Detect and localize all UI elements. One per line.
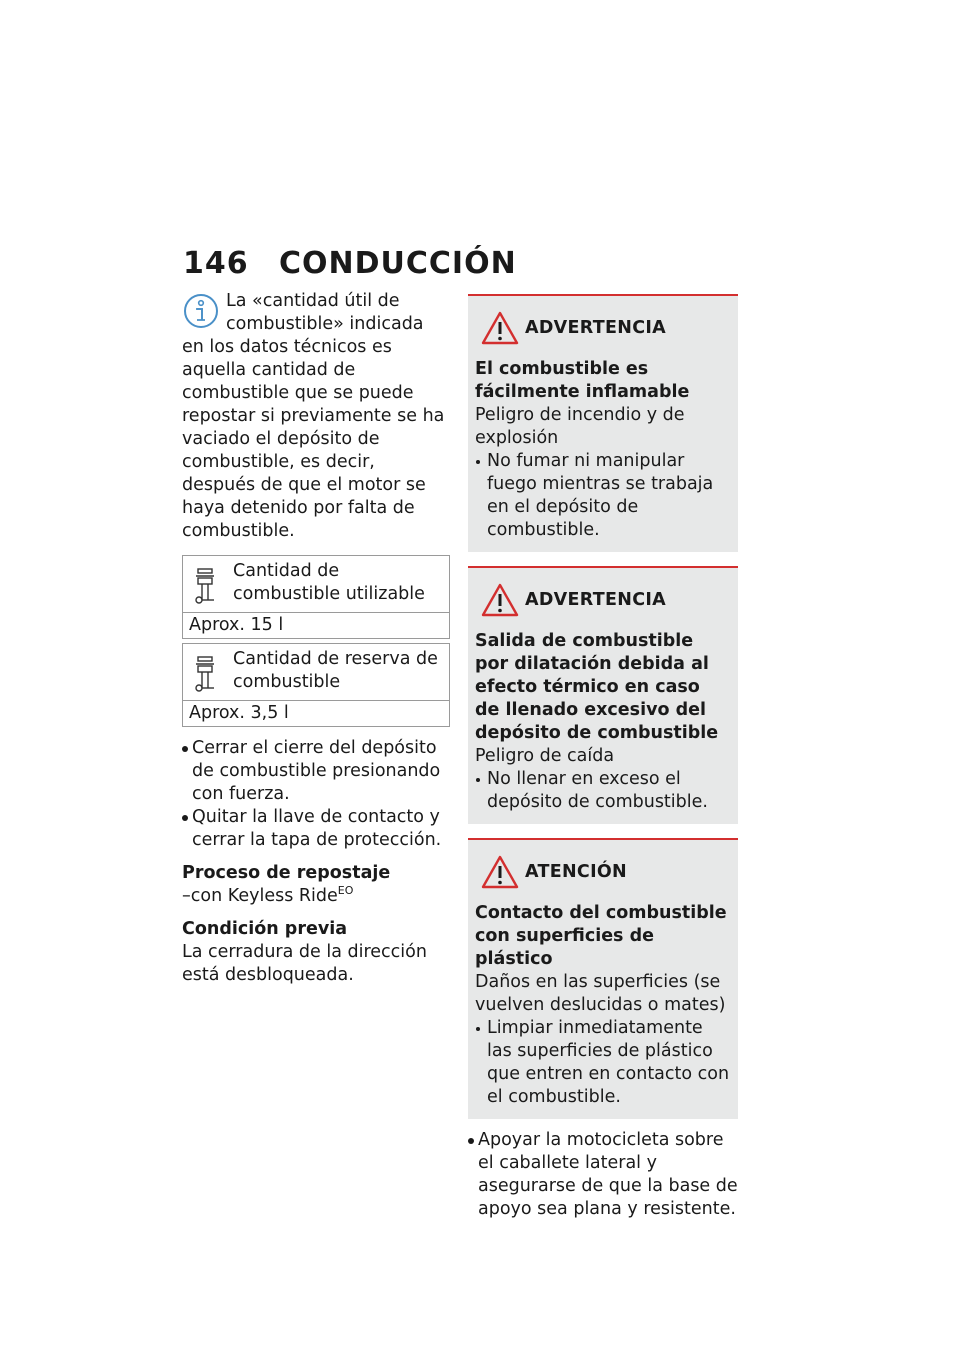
equipment-code: EO — [337, 884, 354, 898]
warning-box — [468, 566, 738, 824]
section-title: Condición previa — [182, 919, 348, 939]
page-number: 146 — [183, 245, 249, 281]
warning-title: ADVERTENCIA — [525, 590, 666, 610]
right-column — [468, 294, 738, 1221]
spec-value: Aprox. 3,5 l — [189, 703, 289, 723]
warning-title: ATENCIÓN — [525, 862, 627, 882]
section-subtitle: –con Keyless Ride$^{EO}$ — [182, 884, 354, 906]
list-item: No fumar ni manipular fuego mientras se trabaja en el depósito de combustible. — [475, 450, 730, 542]
steps-list — [182, 737, 450, 852]
section-precondition — [182, 918, 450, 987]
list-item: Limpiar inmediatamente las superficies de plástico que entren en contacto con el combustible. — [475, 1017, 730, 1109]
section-refuel — [182, 862, 450, 908]
warning-desc: Peligro de caída — [475, 746, 615, 766]
spec-label: Cantidad de combustible utilizable — [233, 561, 425, 604]
caution-box — [468, 838, 738, 1119]
warning-heading: Salida de combustible por dilatación debida al efecto térmico en caso de llenado excesivo del depósito de combustible — [475, 631, 719, 743]
warning-title: ADVERTENCIA — [525, 318, 666, 338]
spec-reserve-fuel — [182, 643, 450, 727]
warning-desc: Peligro de incendio y de explosión — [475, 405, 685, 448]
spec-label: Cantidad de reserva de combustible — [233, 649, 438, 692]
warning-triangle-icon — [481, 583, 519, 617]
page-header — [183, 243, 517, 283]
chapter-title: CONDUCCIÓN — [279, 245, 517, 281]
left-column — [182, 290, 450, 987]
list-item: Cerrar el cierre del depósito de combustible presionando con fuerza. — [182, 737, 450, 806]
warning-triangle-icon — [481, 311, 519, 345]
intro-text: La «cantidad útil de combustible» indicada en los datos técnicos es aquella cantidad de combustible que se puede repostar si previamente se ha vaciado el depósito de combustible, es decir, después de que el motor se haya detenido por falta de combustible. — [182, 291, 445, 541]
list-item: No llenar en exceso el depósito de combustible. — [475, 768, 730, 814]
warning-box — [468, 294, 738, 552]
steps-list — [468, 1129, 738, 1221]
fuel-pump-icon — [189, 654, 225, 694]
warning-triangle-icon — [481, 855, 519, 889]
warning-desc: Daños en las superficies (se vuelven deslucidas o mates) — [475, 972, 726, 1015]
list-item: Quitar la llave de contacto y cerrar la tapa de protección. — [182, 806, 450, 852]
spec-usable-fuel — [182, 555, 450, 639]
list-item: Apoyar la motocicleta sobre el caballete lateral y asegurarse de que la base de apoyo sea plana y resistente. — [468, 1129, 738, 1221]
fuel-pump-icon — [189, 566, 225, 606]
section-title: Proceso de repostaje — [182, 863, 391, 883]
warning-heading: Contacto del combustible con superficies de plástico — [475, 903, 727, 969]
warning-heading: El combustible es fácilmente inflamable — [475, 359, 690, 402]
info-icon — [182, 292, 220, 332]
intro-note — [182, 290, 450, 543]
spec-value: Aprox. 15 l — [189, 615, 284, 635]
section-text: La cerradura de la dirección está desbloqueada. — [182, 942, 427, 985]
